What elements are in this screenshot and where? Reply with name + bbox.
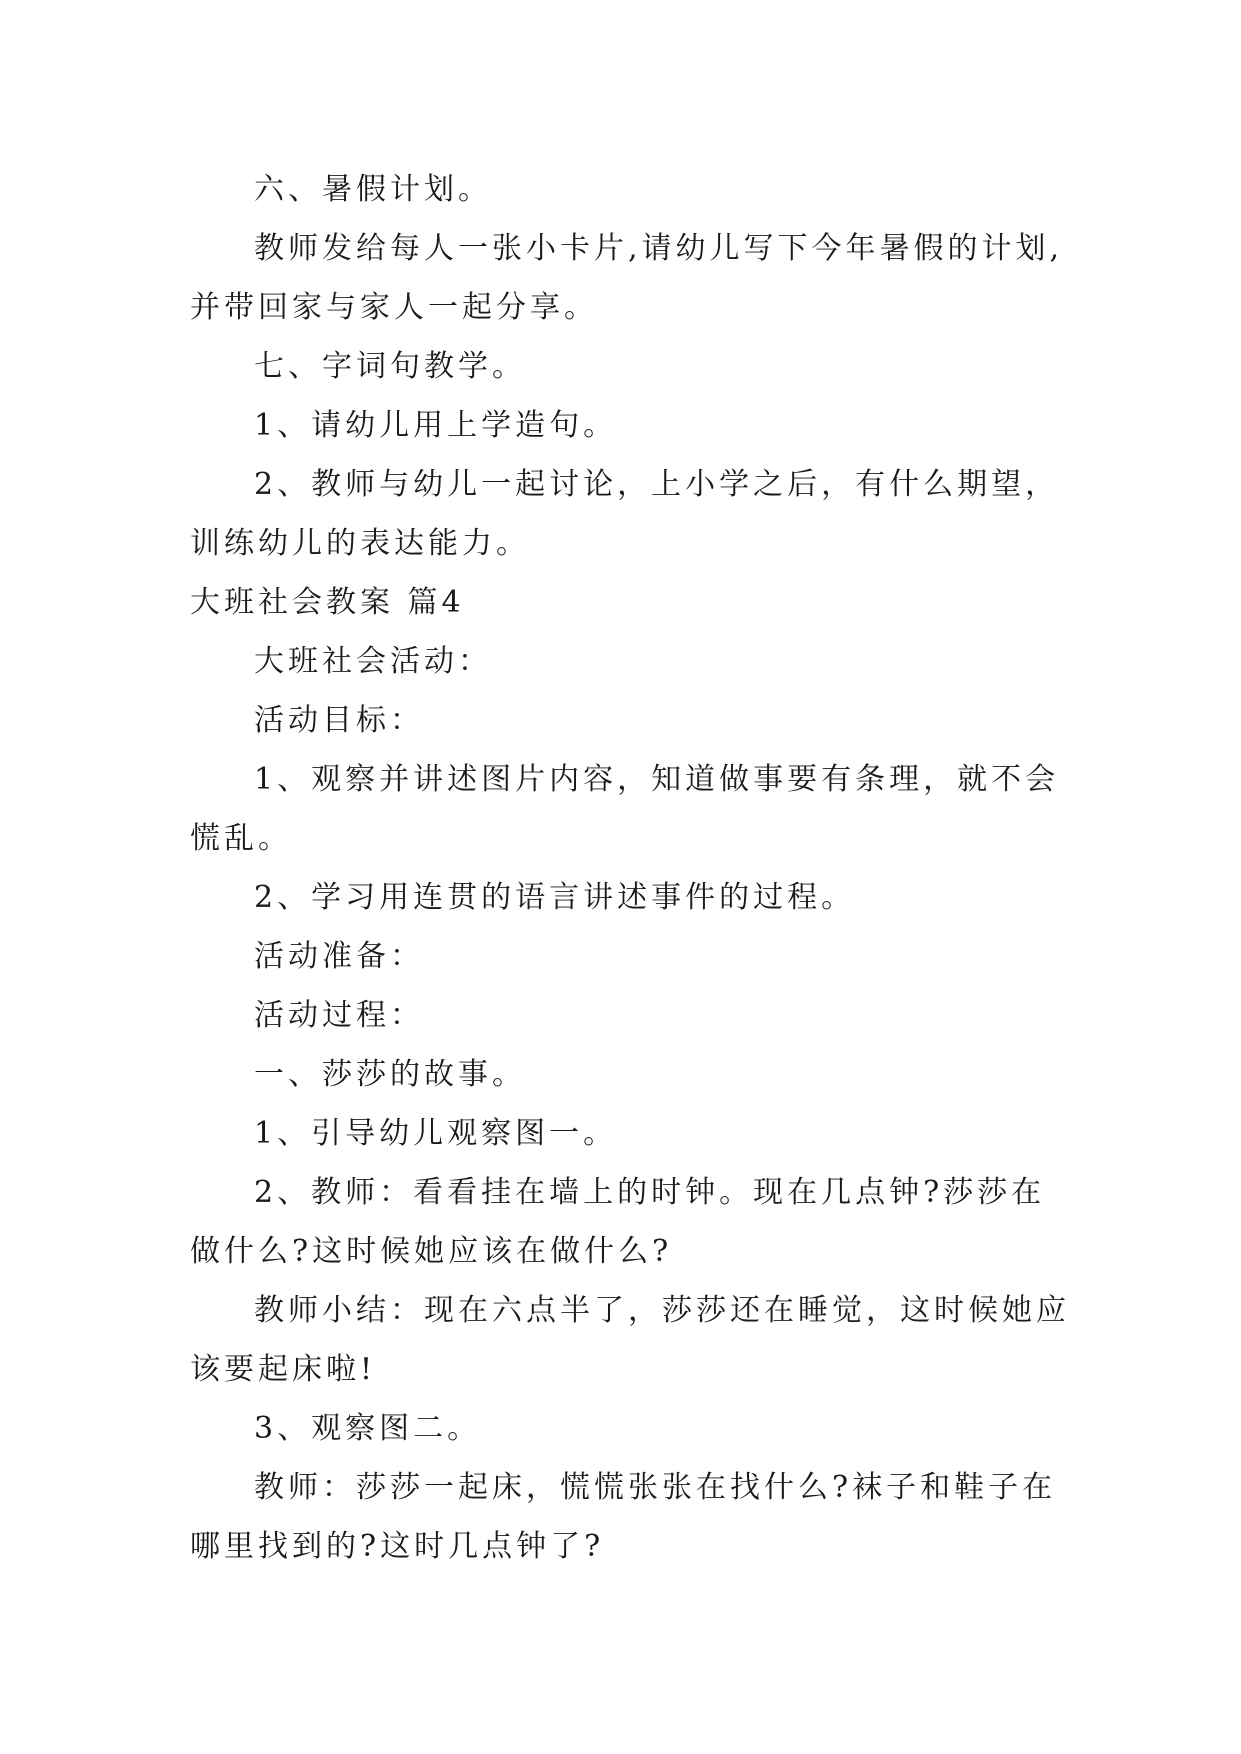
section-title-lesson-4: 大班社会教案 篇4	[190, 585, 465, 620]
paragraph-observe-picture-1: 1、引导幼儿观察图一。	[254, 1116, 618, 1151]
paragraph-activity-name: 大班社会活动：	[254, 644, 492, 679]
paragraph-goal-2: 2、学习用连贯的语言讲述事件的过程。	[254, 880, 856, 915]
paragraph-goal-1: 1、观察并讲述图片内容，知道做事要有条理，就不会慌乱。	[190, 762, 1060, 856]
document-body	[190, 160, 1070, 1576]
paragraph-summer-plan-heading: 六、暑假计划。	[254, 172, 492, 207]
paragraph-activity-process-label: 活动过程：	[254, 998, 424, 1033]
paragraph-summer-plan-card: 教师发给每人一张小卡片,请幼儿写下今年暑假的计划,并带回家与家人一起分享。	[190, 231, 1064, 325]
paragraph-teacher-summary: 教师小结：现在六点半了，莎莎还在睡觉，这时候她应该要起床啦!	[190, 1293, 1070, 1387]
paragraph-teacher-clock-question: 2、教师：看看挂在墙上的时钟。现在几点钟?莎莎在做什么?这时候她应该在做什么?	[190, 1175, 1046, 1269]
paragraph-teacher-socks-question: 教师：莎莎一起床，慌慌张张在找什么?袜子和鞋子在哪里找到的?这时几点钟了?	[190, 1470, 1057, 1564]
paragraph-observe-picture-2: 3、观察图二。	[254, 1411, 482, 1446]
paragraph-word-teaching-heading: 七、字词句教学。	[254, 349, 526, 384]
paragraph-discussion: 2、教师与幼儿一起讨论，上小学之后，有什么期望，训练幼儿的表达能力。	[190, 467, 1060, 561]
paragraph-activity-goals-label: 活动目标：	[254, 703, 424, 738]
paragraph-activity-prep-label: 活动准备：	[254, 939, 424, 974]
paragraph-story-heading: 一、莎莎的故事。	[254, 1057, 526, 1092]
paragraph-sentence-making: 1、请幼儿用上学造句。	[254, 408, 618, 443]
